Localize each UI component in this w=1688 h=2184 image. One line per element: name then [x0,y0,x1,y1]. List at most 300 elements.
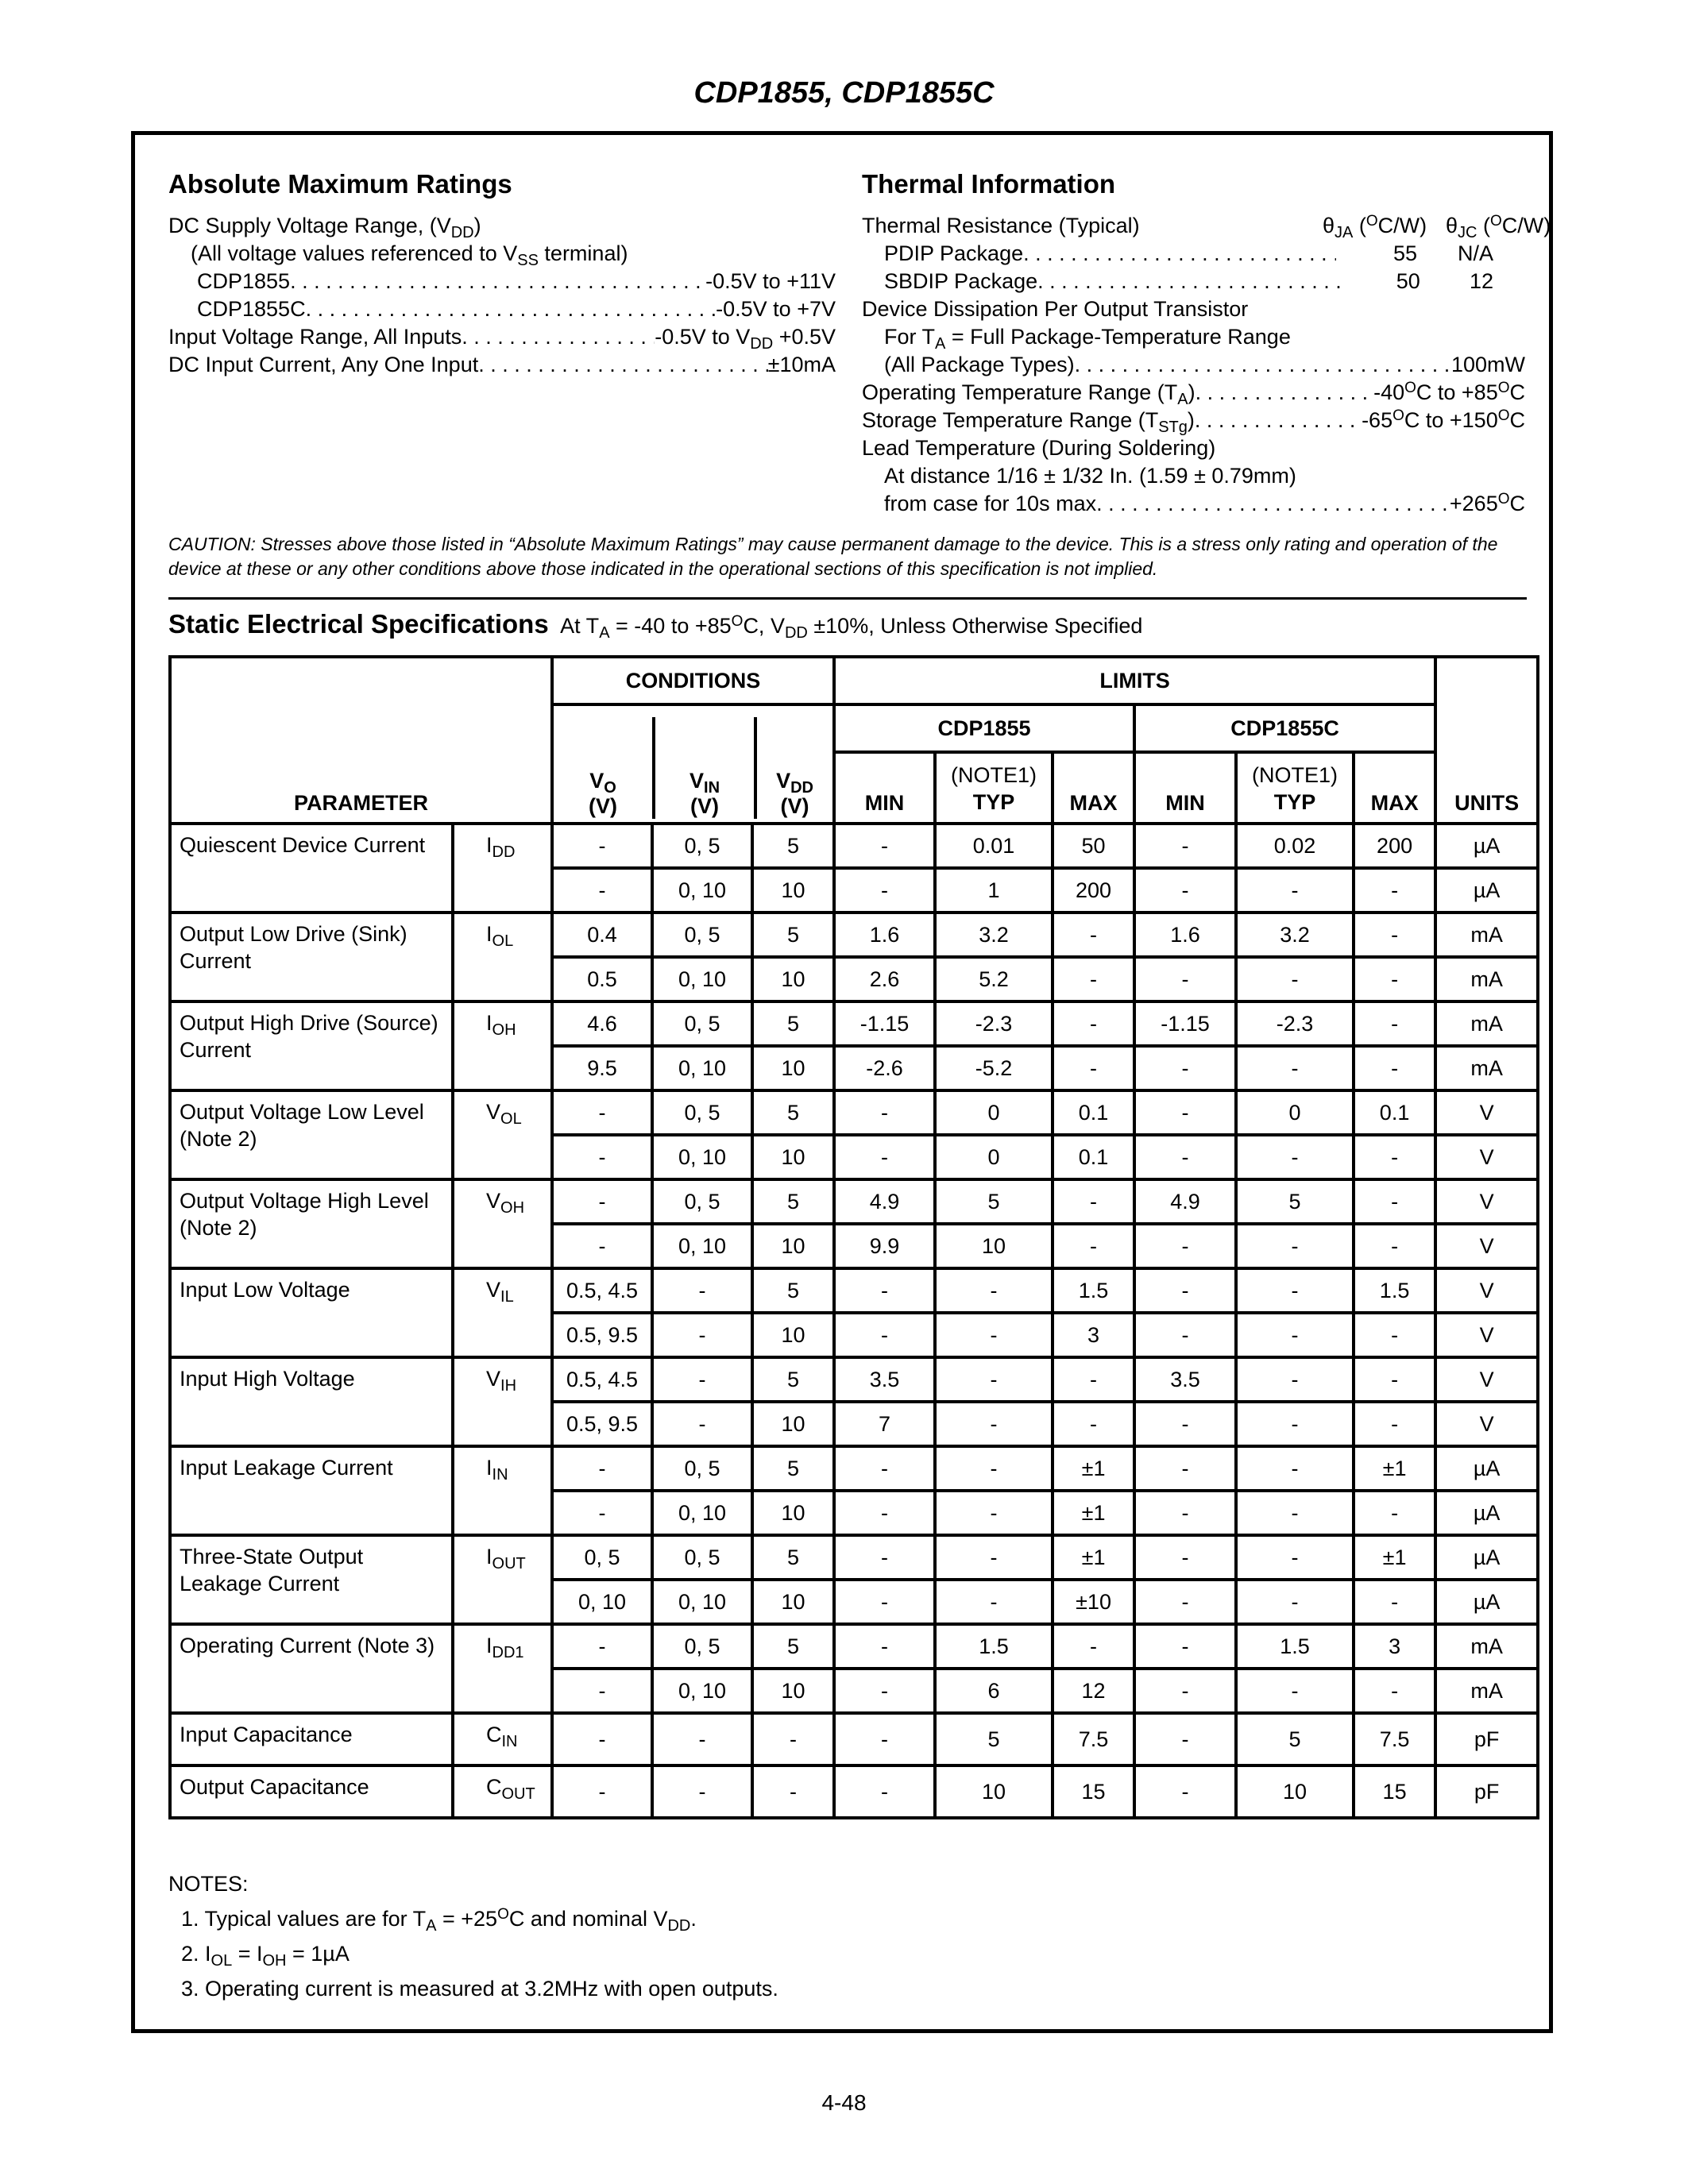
table-cell: - [834,1765,935,1818]
header-vdd: $V_{DD}$ (V) [754,717,832,819]
table-cell: 15 [1053,1765,1134,1818]
lead-temperature: Lead Temperature (During Soldering) [862,436,1216,460]
table-cell: 3.5 [834,1357,935,1402]
absolute-max-ratings [168,167,836,379]
table-cell: - [1134,1446,1236,1491]
table-cell: 0, 5 [652,1179,752,1224]
table-cell: - [1134,1580,1236,1624]
table-cell: - [1354,1580,1435,1624]
device-dissipation: Device Dissipation Per Output Transistor [862,297,1249,321]
table-cell: - [1354,1046,1435,1090]
header-min-c: MIN [1134,752,1236,824]
table-cell: - [652,1313,752,1357]
param-symbol: $C_{OUT}$ [453,1765,552,1818]
param-symbol: $C_{IN}$ [453,1713,552,1765]
param-name: Output Capacitance [170,1765,453,1818]
header-conditions: CONDITIONS [552,657,834,704]
table-cell: - [1053,1001,1134,1046]
table-cell: 0 [935,1135,1053,1179]
table-cell: - [1236,1046,1354,1090]
table-cell: - [834,1624,935,1669]
table-cell: 5 [752,1357,834,1402]
notes-heading: NOTES: [168,1872,249,1896]
table-cell: 5 [1236,1179,1354,1224]
table-cell: 5 [752,1624,834,1669]
table-cell: mA [1435,1669,1538,1713]
table-cell: - [1236,1313,1354,1357]
table-row [170,1713,1538,1765]
table-cell: - [1134,1491,1236,1535]
table-cell: 4.9 [834,1179,935,1224]
table-cell: 4.9 [1134,1179,1236,1224]
table-cell: V [1435,1224,1538,1268]
table-cell: V [1435,1313,1538,1357]
table-cell: - [652,1357,752,1402]
rating-dc-input-current: DC Input Current, Any One Input . . . ±10mA [168,351,836,379]
table-cell: ±1 [1354,1446,1435,1491]
table-cell: - [1236,1535,1354,1580]
header-max-c: MAX [1354,752,1435,824]
table-cell: - [652,1765,752,1818]
table-cell: - [834,1135,935,1179]
lead-from-case: from case for 10s max . . . $+265^OC$ [862,490,1525,518]
header-parameter: PARAMETER [170,657,552,824]
table-cell: - [1236,1224,1354,1268]
table-row [170,824,1538,868]
table-cell: 200 [1354,824,1435,868]
table-cell: 5 [752,1535,834,1580]
table-cell: - [1134,868,1236,913]
table-cell: - [752,1765,834,1818]
table-cell: µA [1435,824,1538,868]
table-cell: - [1354,1402,1435,1446]
table-cell: 1.5 [1236,1624,1354,1669]
table-cell: - [1236,868,1354,913]
table-cell: - [1134,1224,1236,1268]
table-cell: - [834,1446,935,1491]
table-cell: 0, 5 [652,824,752,868]
table-cell: 5 [752,1268,834,1313]
dc-supply-range: DC Supply Voltage Range, $(V_{DD})$ [168,214,481,241]
table-cell: V [1435,1357,1538,1402]
table-cell: 5 [1236,1713,1354,1765]
table-cell: -1.15 [1134,1001,1236,1046]
table-cell: 10 [752,1669,834,1713]
table-cell: - [552,1669,652,1713]
spec-table-body [170,824,1538,1818]
table-cell: 9.9 [834,1224,935,1268]
table-cell: - [1053,1357,1134,1402]
table-cell: - [552,1624,652,1669]
table-cell: - [1134,824,1236,868]
table-cell: ±1 [1354,1535,1435,1580]
table-cell: 10 [752,1135,834,1179]
table-cell: - [1134,1669,1236,1713]
table-cell: 50 [1053,824,1134,868]
table-cell: 1.5 [1053,1268,1134,1313]
table-cell: - [935,1357,1053,1402]
table-cell: 0.5, 4.5 [552,1268,652,1313]
table-cell: 5 [752,913,834,957]
table-cell: - [1236,1402,1354,1446]
table-cell: - [834,1313,935,1357]
note-2: 2. $I_{OL} = I_{OH} = 1\mu A$ [181,1942,350,1970]
table-cell: 3.5 [1134,1357,1236,1402]
table-cell: V [1435,1135,1538,1179]
param-name: Output High Drive (Source) Current [170,1001,453,1090]
table-cell: 0.5 [552,957,652,1001]
table-cell: 1.6 [1134,913,1236,957]
for-ta-range: For $T_A$ = Full Package-Temperature Range [884,325,1291,353]
table-cell: - [1236,1446,1354,1491]
table-cell: 0 [1236,1090,1354,1135]
header-typ-c: (NOTE1) TYP [1236,752,1354,824]
table-cell: 5 [752,1179,834,1224]
table-cell: - [552,1224,652,1268]
table-cell: - [1236,957,1354,1001]
table-row [170,1268,1538,1313]
table-cell: - [1354,1001,1435,1046]
table-cell: 9.5 [552,1046,652,1090]
table-cell: 12 [1053,1669,1134,1713]
table-cell: - [552,868,652,913]
table-cell: 15 [1354,1765,1435,1818]
table-cell: - [1236,1491,1354,1535]
table-cell: - [1354,1669,1435,1713]
header-limits: LIMITS [834,657,1435,704]
table-cell: - [1134,1313,1236,1357]
table-cell: 5 [752,824,834,868]
table-cell: 5 [752,1446,834,1491]
page-title: CDP1855, CDP1855C [693,76,995,110]
table-row [170,913,1538,957]
table-cell: pF [1435,1713,1538,1765]
param-name: Input Capacitance [170,1713,453,1765]
section-divider [168,597,1527,600]
table-cell: - [935,1535,1053,1580]
param-name: Operating Current (Note 3) [170,1624,453,1713]
table-cell: - [1354,1135,1435,1179]
table-cell: - [834,1580,935,1624]
table-row [170,1179,1538,1224]
thermal-resistance-header: Thermal Resistance (Typical) $\theta_{JA}$ ($^O$C/W) $\theta_{JC}$ ($^O$C/W) [862,213,1551,241]
notes [168,1866,778,2006]
table-cell: mA [1435,1001,1538,1046]
table-cell: ±1 [1053,1446,1134,1491]
table-cell: 0.1 [1053,1135,1134,1179]
header-vo: $V_O$ (V) [589,769,618,818]
table-cell: 5 [752,1001,834,1046]
static-spec-title: Static Electrical Specifications At $T_A = -40$ to $+85^OC$, $V_{DD} \pm 10\%$, Unless Otherwise Specified [168,609,1143,642]
table-cell: - [752,1713,834,1765]
table-cell: V [1435,1402,1538,1446]
table-cell: ±1 [1053,1491,1134,1535]
param-symbol: $I_{OUT}$ [453,1535,552,1624]
table-cell: 4.6 [552,1001,652,1046]
table-cell: - [1134,1713,1236,1765]
table-cell: - [1134,1402,1236,1446]
table-row [170,1535,1538,1580]
table-cell: - [1236,1580,1354,1624]
table-row [170,1090,1538,1135]
page-number: 4-48 [821,2090,867,2115]
param-name: Input High Voltage [170,1357,453,1446]
header-units: UNITS [1435,657,1538,824]
note-3: 3. Operating current is measured at 3.2MHz with open outputs. [181,1977,778,2001]
table-cell: - [1134,1046,1236,1090]
table-cell: 0.01 [935,824,1053,868]
table-cell: -5.2 [935,1046,1053,1090]
table-cell: - [1053,1179,1134,1224]
param-name: Three-State Output Leakage Current [170,1535,453,1624]
table-cell: V [1435,1090,1538,1135]
table-cell: 0, 10 [652,1046,752,1090]
header-min: MIN [834,752,935,824]
table-cell: ±10 [1053,1580,1134,1624]
table-cell: - [1354,1224,1435,1268]
table-cell: - [834,824,935,868]
table-cell: -2.6 [834,1046,935,1090]
table-cell: - [1236,1268,1354,1313]
table-cell: 0, 10 [652,1135,752,1179]
table-cell: mA [1435,913,1538,957]
table-cell: - [834,1669,935,1713]
operating-temp-range: Operating Temperature Range $(T_A)$ . . . $-40^OC$ to $+85^OC$ [862,379,1525,407]
table-cell: - [935,1268,1053,1313]
header-cdp1855c: CDP1855C [1134,704,1435,752]
param-symbol: $V_{OH}$ [453,1179,552,1268]
table-cell: V [1435,1268,1538,1313]
table-cell: 200 [1053,868,1134,913]
table-cell: 0, 10 [652,1491,752,1535]
table-cell: -1.15 [834,1001,935,1046]
param-symbol: $I_{IN}$ [453,1446,552,1535]
table-cell: - [1053,1224,1134,1268]
table-cell: 7.5 [1053,1713,1134,1765]
table-cell: 5 [935,1179,1053,1224]
static-spec-table [168,655,1539,1819]
table-cell: 10 [1236,1765,1354,1818]
thermal-heading: Thermal Information [862,169,1116,199]
table-cell: - [1053,913,1134,957]
storage-temp-range: Storage Temperature Range $(T_{STg})$ . . . $-65^OC$ to $+150^OC$ [862,407,1525,434]
table-cell: 0, 5 [652,1535,752,1580]
table-cell: - [935,1313,1053,1357]
table-cell: µA [1435,1446,1538,1491]
header-typ: (NOTE1) TYP [935,752,1053,824]
param-name: Input Leakage Current [170,1446,453,1535]
table-cell: -2.3 [935,1001,1053,1046]
param-symbol: $V_{IH}$ [453,1357,552,1446]
table-cell: 0, 5 [652,1090,752,1135]
table-cell: 0, 10 [652,957,752,1001]
table-cell: 5.2 [935,957,1053,1001]
table-cell: - [1354,913,1435,957]
param-name: Input Low Voltage [170,1268,453,1357]
table-cell: - [552,1090,652,1135]
table-cell: 0, 10 [652,1224,752,1268]
table-cell: 10 [752,1491,834,1535]
table-cell: 10 [935,1224,1053,1268]
table-cell: 0.1 [1354,1090,1435,1135]
table-cell: V [1435,1179,1538,1224]
table-cell: 0, 5 [652,1446,752,1491]
table-cell: 10 [752,1580,834,1624]
table-cell: - [552,1135,652,1179]
table-cell: 0, 10 [652,868,752,913]
table-cell: 0, 10 [652,1669,752,1713]
note-1: 1. Typical values are for $T_A = +25^OC$ and nominal $V_{DD}$. [181,1906,697,1935]
table-row [170,1624,1538,1669]
table-cell: - [834,1268,935,1313]
table-cell: 5 [752,1090,834,1135]
abs-max-heading: Absolute Maximum Ratings [168,169,512,199]
header-vin: $V_{IN}$ (V) [652,717,754,819]
table-cell: 0, 10 [652,1580,752,1624]
table-cell: pF [1435,1765,1538,1818]
param-name: Output Voltage High Level (Note 2) [170,1179,453,1268]
table-cell: 10 [935,1765,1053,1818]
thermal-pdip: PDIP Package . . . 55 N/A [862,240,1525,268]
rating-cdp1855: CDP1855 . . . -0.5V to +11V [168,268,836,295]
table-cell: - [552,1765,652,1818]
table-cell: - [552,1179,652,1224]
param-symbol: $V_{OL}$ [453,1090,552,1179]
table-cell: - [652,1713,752,1765]
table-cell: 3.2 [1236,913,1354,957]
table-cell: - [1053,1402,1134,1446]
table-cell: µA [1435,1580,1538,1624]
table-cell: - [834,1491,935,1535]
table-row [170,1001,1538,1046]
param-symbol: $I_{DD1}$ [453,1624,552,1713]
thermal-information [862,167,1551,518]
lead-distance: At distance 1/16 ± 1/32 In. (1.59 ± 0.79mm) [884,464,1296,488]
thermal-sbdip: SBDIP Package . . . 50 12 [862,268,1525,295]
table-cell: 0.1 [1053,1090,1134,1135]
table-cell: 0.5, 9.5 [552,1402,652,1446]
table-cell: - [1354,1491,1435,1535]
table-cell: ±1 [1053,1535,1134,1580]
table-cell: - [1354,1179,1435,1224]
table-cell: - [834,1535,935,1580]
table-cell: -2.3 [1236,1001,1354,1046]
rating-input-voltage: Input Voltage Range, All Inputs . . . -0.5V to $V_{DD} +0.5V$ [168,323,836,351]
table-cell: 10 [752,1224,834,1268]
param-symbol: $V_{IL}$ [453,1268,552,1357]
param-name: Output Low Drive (Sink) Current [170,913,453,1001]
table-cell: 0.02 [1236,824,1354,868]
table-row [170,1357,1538,1402]
table-cell: 3 [1053,1313,1134,1357]
caution-text: CAUTION: Stresses above those listed in “Absolute Maximum Ratings” may cause permanent damage to the device. This is a stress only rating and operation of the device at these or any other conditions above those indicated in the operational sections of this specification is not implied. [168,534,1498,579]
table-cell: - [834,868,935,913]
table-cell: - [1053,957,1134,1001]
table-cell: - [834,1713,935,1765]
table-cell: 0.5, 4.5 [552,1357,652,1402]
table-cell: 7 [834,1402,935,1446]
table-cell: - [1236,1357,1354,1402]
table-cell: - [1134,1090,1236,1135]
table-cell: µA [1435,1535,1538,1580]
table-cell: - [1354,957,1435,1001]
table-cell: - [834,1090,935,1135]
table-cell: 0, 5 [652,1624,752,1669]
table-cell: 3.2 [935,913,1053,957]
table-cell: 1.5 [1354,1268,1435,1313]
header-cdp1855: CDP1855 [834,704,1134,752]
table-cell: 6 [935,1669,1053,1713]
table-cell: 0.5, 9.5 [552,1313,652,1357]
table-cell: - [1236,1135,1354,1179]
table-cell: - [1134,1268,1236,1313]
table-cell: mA [1435,957,1538,1001]
table-cell: - [552,824,652,868]
table-cell: - [552,1713,652,1765]
table-cell: - [1134,957,1236,1001]
all-package-types: (All Package Types) . . . 100mW [862,351,1525,379]
table-cell: - [935,1491,1053,1535]
table-row [170,1765,1538,1818]
table-cell: 0, 5 [552,1535,652,1580]
table-cell: - [652,1268,752,1313]
table-cell: - [552,1491,652,1535]
table-cell: - [1354,1313,1435,1357]
table-cell: - [935,1580,1053,1624]
param-symbol: $I_{DD}$ [453,824,552,913]
table-cell: - [1354,868,1435,913]
table-cell: 2.6 [834,957,935,1001]
table-cell: 1 [935,868,1053,913]
table-cell: - [552,1446,652,1491]
rating-cdp1855c: CDP1855C . . . -0.5V to +7V [168,295,836,323]
datasheet-frame [131,131,1553,2033]
table-cell: 0, 5 [652,1001,752,1046]
table-cell: 3 [1354,1624,1435,1669]
table-cell: - [935,1402,1053,1446]
param-name: Output Voltage Low Level (Note 2) [170,1090,453,1179]
table-cell: 7.5 [1354,1713,1435,1765]
table-cell: 10 [752,1313,834,1357]
table-cell: - [1236,1669,1354,1713]
header-max: MAX [1053,752,1134,824]
table-cell: 0, 10 [552,1580,652,1624]
table-cell: mA [1435,1046,1538,1090]
header-conditions-cols [552,704,834,824]
param-name: Quiescent Device Current [170,824,453,913]
table-cell: 0.4 [552,913,652,957]
table-cell: mA [1435,1624,1538,1669]
table-cell: - [1354,1357,1435,1402]
table-cell: 0 [935,1090,1053,1135]
table-cell: - [935,1446,1053,1491]
table-cell: - [1053,1046,1134,1090]
table-cell: 10 [752,957,834,1001]
table-cell: - [1134,1765,1236,1818]
table-cell: 0, 5 [652,913,752,957]
table-cell: - [1053,1624,1134,1669]
table-cell: 5 [935,1713,1053,1765]
table-cell: 10 [752,1402,834,1446]
table-cell: 10 [752,868,834,913]
table-cell: 10 [752,1046,834,1090]
param-symbol: $I_{OL}$ [453,913,552,1001]
table-cell: µA [1435,1491,1538,1535]
table-cell: 1.6 [834,913,935,957]
table-cell: - [652,1402,752,1446]
table-row [170,1446,1538,1491]
table-cell: - [1134,1535,1236,1580]
